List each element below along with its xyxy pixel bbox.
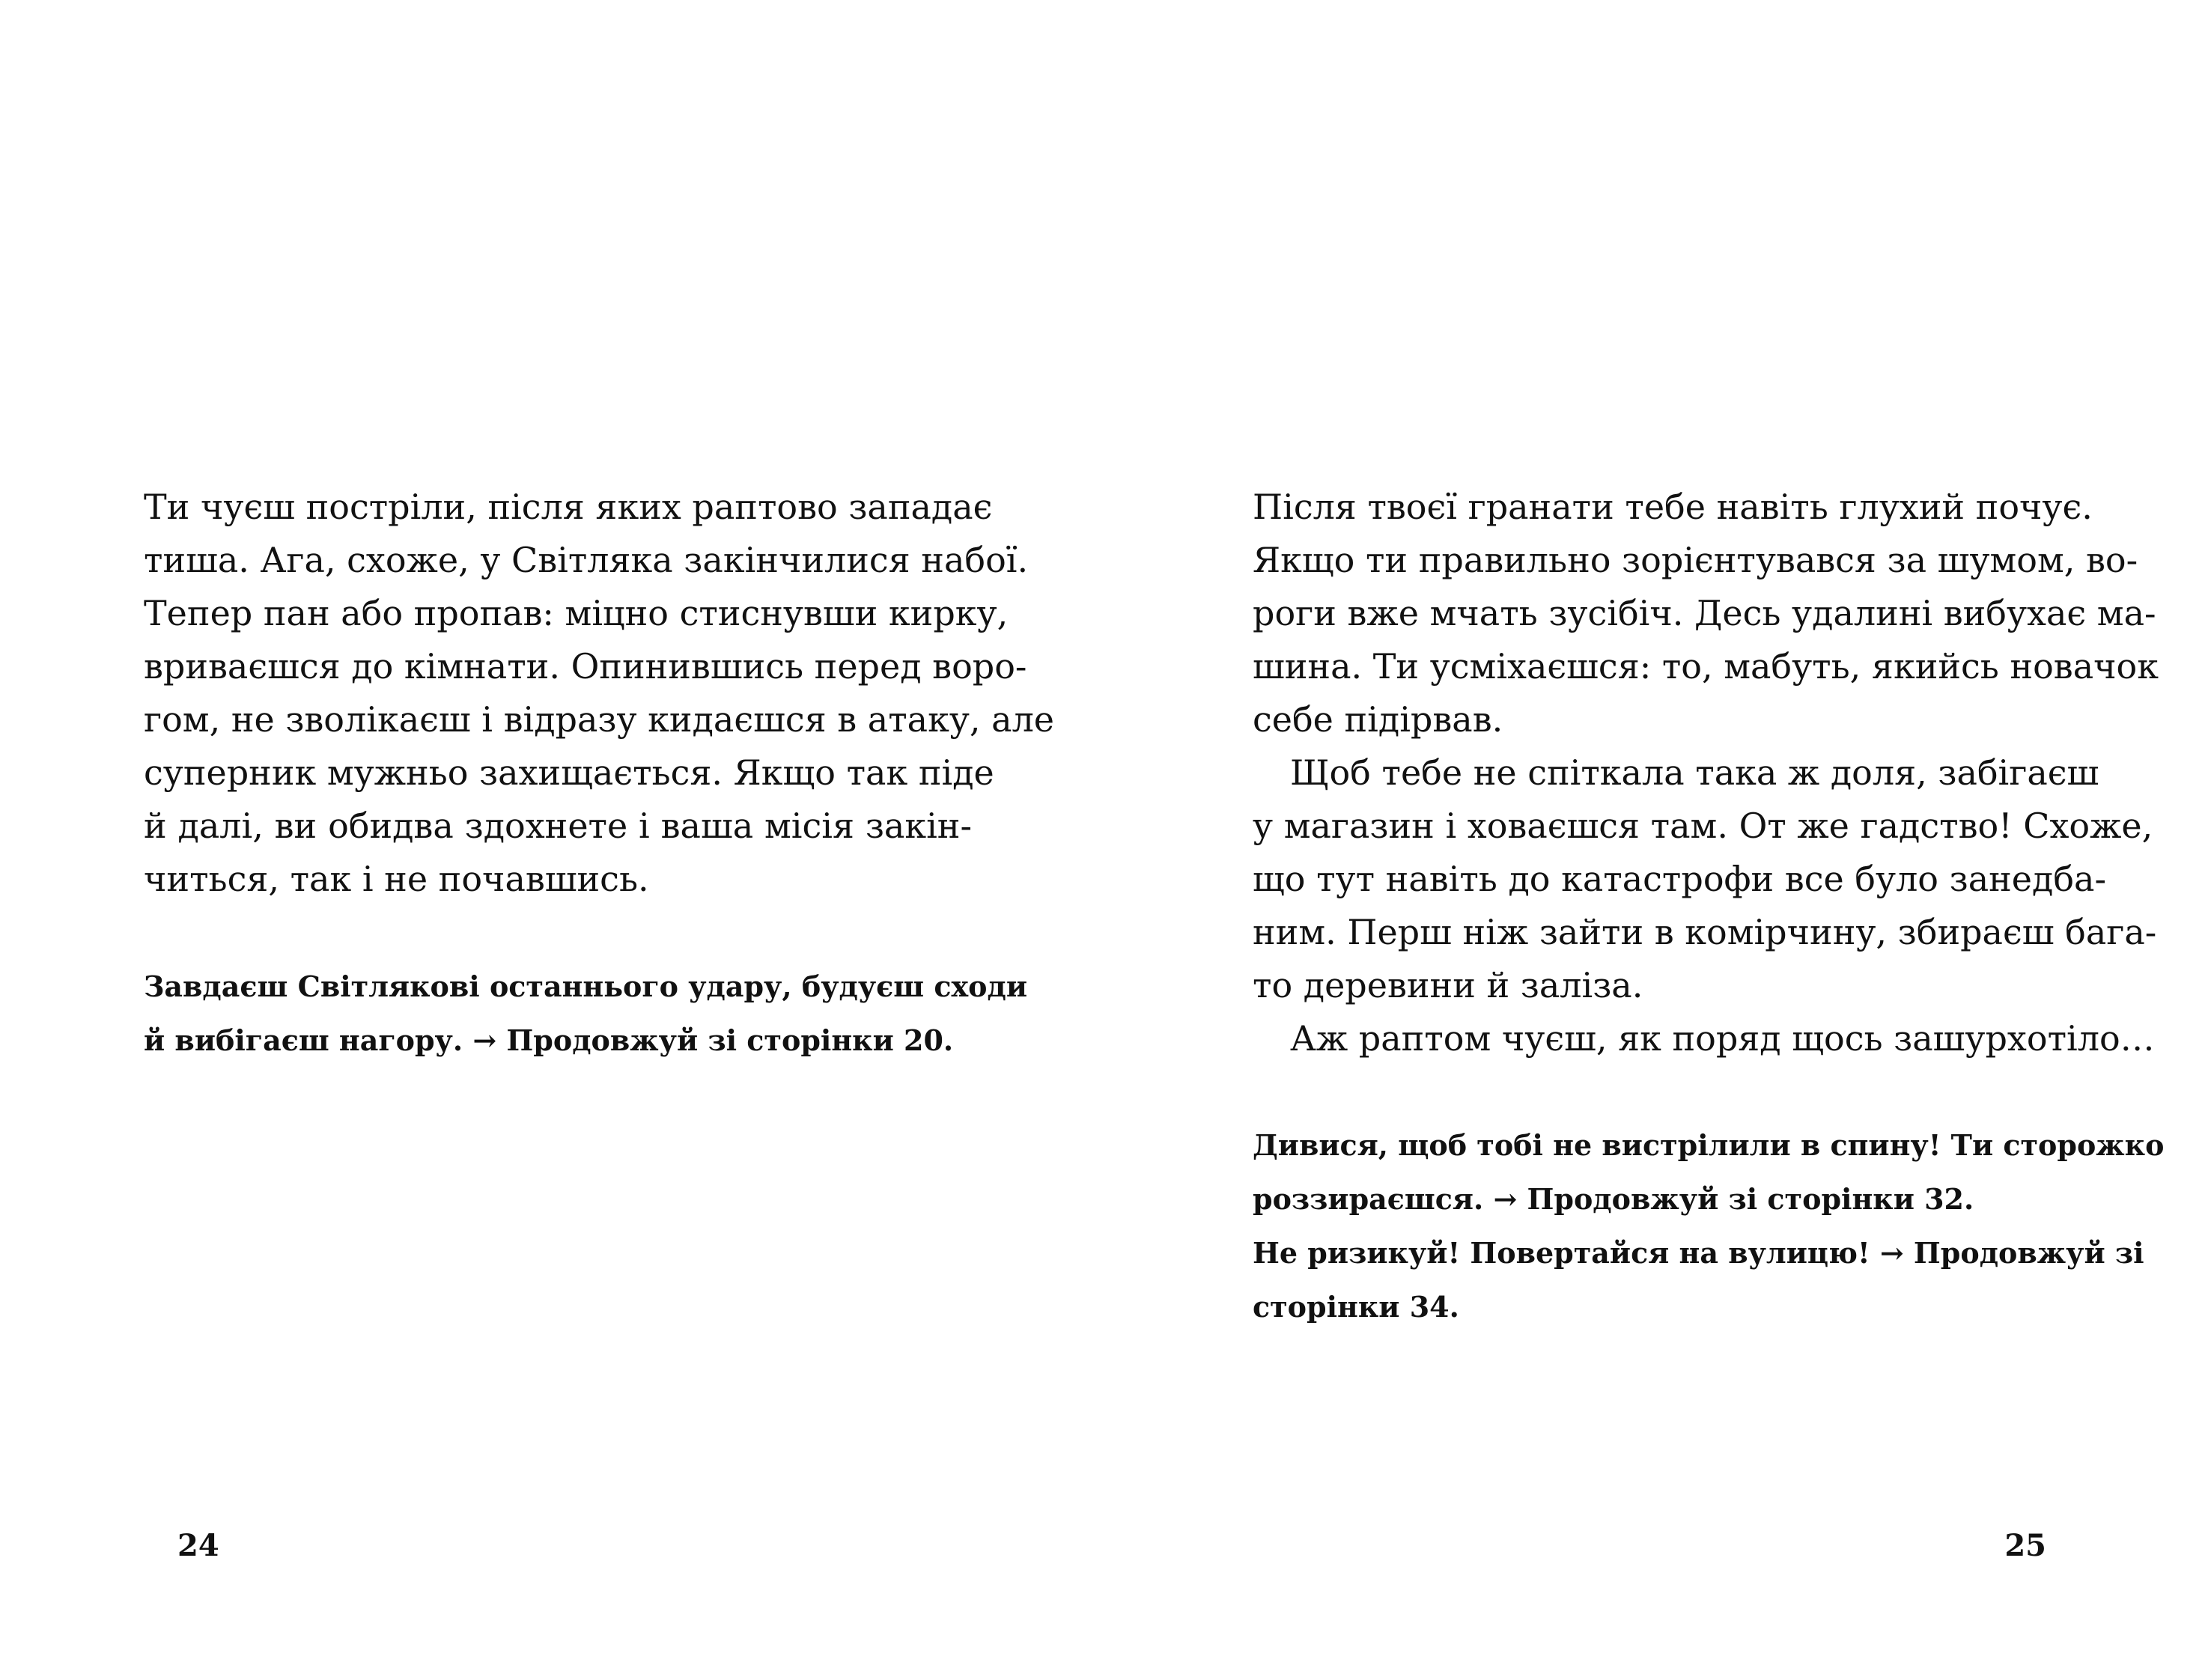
choice-line: й вибігаєш нагору. → Продовжуй зі сторінки 20.: [144, 1023, 954, 1057]
text-line: у магазин і ховаєшся там. От же гадство! Схоже,: [1253, 806, 2153, 846]
page-number-left: 24: [177, 1528, 219, 1563]
text-line: суперник мужньо захищається. Якщо так піде: [144, 752, 994, 793]
choice-line: роззираєшся. → Продовжуй зі сторінки 32.: [1253, 1182, 1974, 1216]
text-line: то деревини й заліза.: [1253, 965, 1643, 1005]
text-line: гом, не зволікаєш і відразу кидаєшся в атаку, але: [144, 699, 1055, 740]
text-line: себе підірвав.: [1253, 699, 1503, 740]
text-line: й далі, ви обидва здохнете і ваша місія закін-: [144, 806, 972, 846]
right-choice-block: [1253, 1119, 2165, 1334]
page-number-right: 25: [2004, 1528, 2046, 1563]
text-line: що тут навіть до катастрофи все було занедба-: [1253, 859, 2106, 899]
text-line: тиша. Ага, схоже, у Світляка закінчилися набої.: [144, 540, 1029, 580]
text-line: шина. Ти усміхаєшся: то, мабуть, якийсь новачок: [1253, 646, 2159, 687]
text-line: ним. Перш ніж зайти в комірчину, збираєш бага-: [1253, 912, 2157, 952]
right-story-paragraphs: [1253, 481, 2159, 1065]
left-choice-block: [144, 960, 1028, 1068]
choice-line: Дивися, щоб тобі не вистрілили в спину! Ти сторожко: [1253, 1128, 2165, 1162]
left-page: [0, 0, 1105, 1680]
choice-line: Завдаєш Світлякові останнього удару, будуєш сходи: [144, 970, 1028, 1003]
text-line: Після твоєї гранати тебе навіть глухий почує.: [1253, 487, 2093, 527]
text-line: Щоб тебе не спіткала така ж доля, забігаєш: [1290, 752, 2099, 793]
choice-line: сторінки 34.: [1253, 1290, 1459, 1324]
right-page: [1105, 0, 2211, 1680]
text-line: вриваєшся до кімнати. Опинившись перед воро-: [144, 646, 1027, 687]
text-line: Якщо ти правильно зорієнтувався за шумом, во-: [1253, 540, 2138, 580]
choice-line: Не ризикуй! Повертайся на вулицю! → Продовжуй зі: [1253, 1236, 2144, 1270]
text-line: читься, так і не почавшись.: [144, 859, 649, 899]
text-line: Тепер пан або пропав: міцно стиснувши кирку,: [144, 593, 1009, 633]
text-line: роги вже мчать зусібіч. Десь удалині вибухає ма-: [1253, 593, 2156, 633]
text-line: Ти чуєш постріли, після яких раптово западає: [144, 487, 993, 527]
left-story-paragraph: [144, 481, 1055, 906]
text-line: Аж раптом чуєш, як поряд щось зашурхотіло…: [1290, 1018, 2155, 1059]
